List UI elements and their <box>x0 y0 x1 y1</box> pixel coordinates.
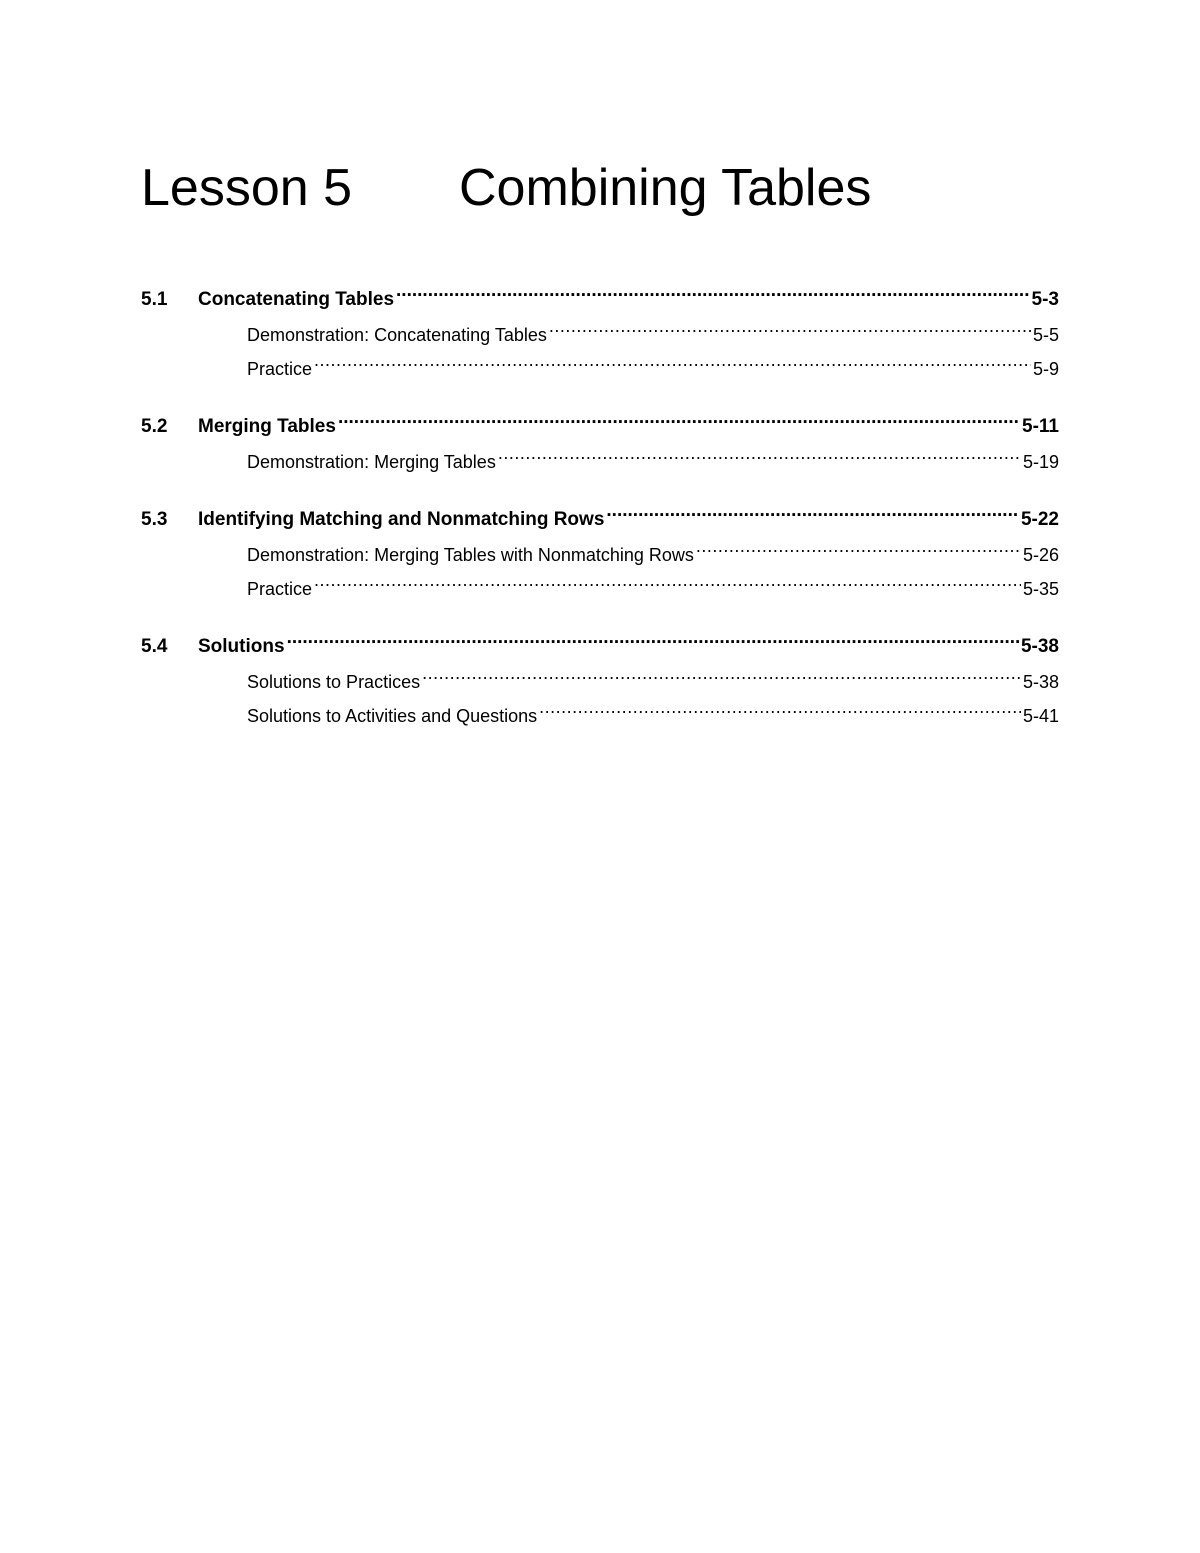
dot-leader <box>287 633 1019 652</box>
section-number: 5.1 <box>141 289 168 310</box>
page-number: 5-9 <box>1032 359 1059 379</box>
entry-text: Concatenating Tables <box>374 325 547 345</box>
toc-section <box>141 630 1059 733</box>
lesson-title: Combining Tables <box>459 159 872 217</box>
toc-section <box>141 503 1059 606</box>
toc-entry-sub[interactable] <box>141 445 1059 479</box>
dot-leader <box>539 704 1021 722</box>
toc-section <box>141 410 1059 479</box>
toc-entry-sub[interactable] <box>141 538 1059 572</box>
lesson-label: Lesson 5 <box>141 159 353 217</box>
section-title: Merging Tables <box>198 416 336 437</box>
dot-leader <box>314 577 1021 595</box>
dot-leader <box>314 357 1031 375</box>
dot-leader <box>696 543 1021 561</box>
dot-leader <box>498 450 1021 468</box>
page-number: 5-5 <box>1032 325 1059 345</box>
entry-separator: : <box>364 545 375 565</box>
toc-entry-sub[interactable] <box>141 318 1059 352</box>
toc-entry-main[interactable] <box>141 410 1059 443</box>
page-number: 5-26 <box>1022 545 1059 565</box>
toc-entry-sub[interactable] <box>141 572 1059 606</box>
dot-leader <box>338 413 1020 432</box>
page-number: 5-38 <box>1022 672 1059 692</box>
entry-title <box>247 445 496 479</box>
entry-title <box>247 352 312 386</box>
page-number: 5-41 <box>1022 706 1059 726</box>
page-number: 5-3 <box>1031 289 1059 310</box>
entry-separator: : <box>364 325 375 345</box>
entry-title <box>247 318 547 352</box>
section-title: Identifying Matching and Nonmatching Rows <box>198 509 605 530</box>
entry-text: Merging Tables with Nonmatching Rows <box>374 545 694 565</box>
toc-entry-main[interactable] <box>141 503 1059 536</box>
page-number: 5-19 <box>1022 452 1059 472</box>
section-title: Concatenating Tables <box>198 289 395 310</box>
entry-text: Solutions to Activities and Questions <box>247 706 538 726</box>
entry-title <box>247 538 694 572</box>
toc-section <box>141 283 1059 386</box>
dot-leader <box>606 506 1019 525</box>
toc-entry-main[interactable] <box>141 283 1059 316</box>
entry-text: Solutions to Practices <box>247 672 421 692</box>
page-number: 5-11 <box>1022 416 1059 437</box>
toc-entry-sub[interactable] <box>141 665 1059 699</box>
table-of-contents <box>141 283 1059 757</box>
dot-leader <box>422 670 1021 688</box>
entry-prefix: Demonstration <box>247 325 365 345</box>
section-number: 5.4 <box>141 636 168 657</box>
entry-title <box>247 572 312 606</box>
entry-prefix: Demonstration <box>247 545 365 565</box>
entry-text: Practice <box>247 579 313 599</box>
entry-title <box>247 665 420 699</box>
dot-leader <box>549 323 1031 341</box>
entry-text: Merging Tables <box>374 452 496 472</box>
page-number: 5-22 <box>1020 509 1059 530</box>
section-title: Solutions <box>198 636 285 657</box>
dot-leader <box>396 286 1030 305</box>
entry-title <box>247 699 537 733</box>
entry-prefix: Demonstration <box>247 452 365 472</box>
toc-entry-main[interactable] <box>141 630 1059 663</box>
section-number: 5.3 <box>141 509 168 530</box>
section-number: 5.2 <box>141 416 168 437</box>
toc-entry-sub[interactable] <box>141 352 1059 386</box>
entry-separator: : <box>364 452 375 472</box>
page-number: 5-38 <box>1020 636 1059 657</box>
toc-entry-sub[interactable] <box>141 699 1059 733</box>
entry-text: Practice <box>247 359 313 379</box>
page-number: 5-35 <box>1022 579 1059 599</box>
